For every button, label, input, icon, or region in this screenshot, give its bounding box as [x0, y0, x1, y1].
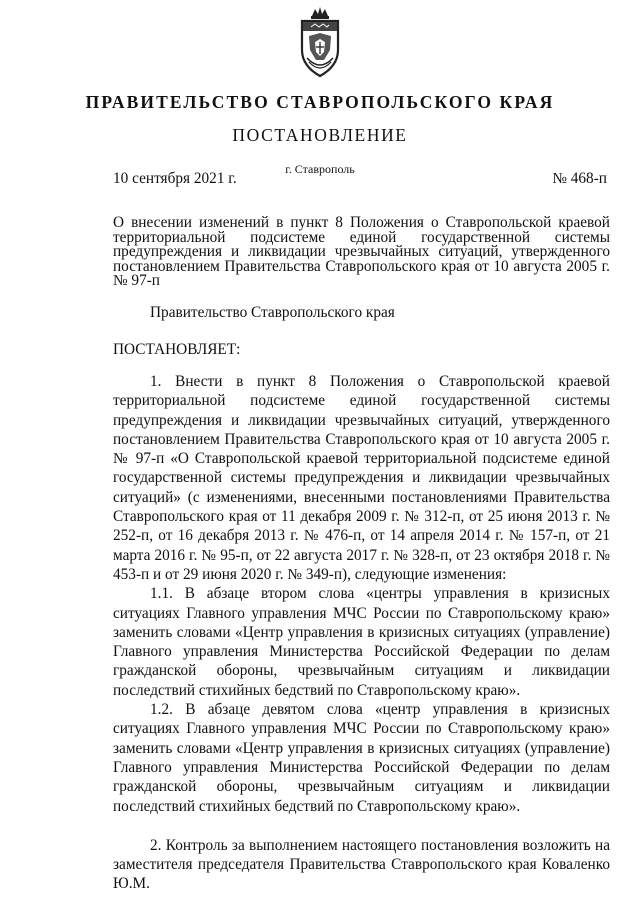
- paragraph-1-2: 1.2. В абзаце девятом слова «центр управления в кризисных ситуациях Главного управления МЧС России по Ставропольскому краю» заменить словами «Центр управления в кризисных ситуациях (управление) Главного управления Министерства Российской Федерации по делам гражданской обороны, чрезвычайным ситуациям и ликвидации последствий стихийных бедствий по Ставропольскому краю».: [113, 701, 610, 815]
- document-body: [113, 372, 610, 894]
- stavropol-coat-of-arms-icon: [289, 6, 351, 80]
- government-title: ПРАВИТЕЛЬСТВО СТАВРОПОЛЬСКОГО КРАЯ: [85, 92, 555, 112]
- document-subject: О внесении изменений в пункт 8 Положения о Ставропольской краевой территориальной подсистеме единой государственной системы предупреждения и ликвидации чрезвычайных ситуаций, утвержденного постановлением Правительства Ставропольского края от 10 августа 2005 г. № 97-п: [113, 214, 610, 289]
- paragraph-1-1: 1.1. В абзаце втором слова «центры управления в кризисных ситуациях Главного управления МЧС России по Ставропольскому краю» заменить словами «Центр управления в кризисных ситуациях (управление) Главного управления Министерства Российской Федерации по делам гражданской обороны, чрезвычайным ситуациям и ликвидации последствий стихийных бедствий по Ставропольскому краю».: [113, 585, 610, 699]
- document-city: г. Ставрополь: [285, 162, 355, 176]
- document-number: № 468-п: [552, 170, 607, 187]
- document-type: ПОСТАНОВЛЕНИЕ: [232, 125, 408, 145]
- document-date: 10 сентября 2021 г.: [113, 170, 237, 187]
- preamble-decrees: ПОСТАНОВЛЯЕТ:: [113, 341, 241, 358]
- paragraph-1: 1. Внести в пункт 8 Положения о Ставропольской краевой территориальной подсистеме единой государственной системы предупреждения и ликвидации чрезвычайных ситуаций, утвержденного постановлением Правительства Ставропольского края от 10 августа 2005 г. № 97-п «О Ставропольской краевой территориальной подсистеме единой государственной системы предупреждения и ликвидации чрезвычайных ситуаций» (с изменениями, внесенными постановлениями Правительства Ставропольского края от 11 декабря 2009 г. № 312-п, от 25 июня 2013 г. № 252-п, от 16 декабря 2013 г. № 476-п, от 14 апреля 2014 г. № 157-п, от 21 марта 2016 г. № 95-п, от 22 августа 2017 г. № 328-п, от 23 октября 2018 г. № 453-п и от 29 июня 2020 г. № 349-п), следующие изменения:: [113, 373, 610, 583]
- paragraph-2: 2. Контроль за выполнением настоящего постановления возложить на заместителя председателя Правительства Ставропольского края Коваленко Ю.М.: [113, 836, 610, 893]
- preamble-issuer: Правительство Ставропольского края: [150, 304, 395, 321]
